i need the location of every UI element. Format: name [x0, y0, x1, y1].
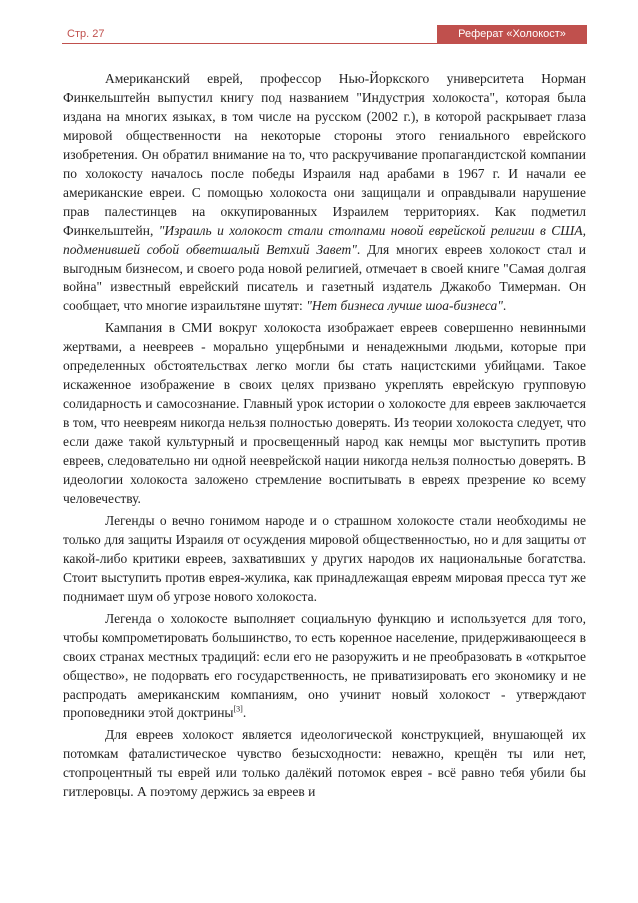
document-title-label: Реферат «Холокост» [437, 25, 587, 43]
paragraph-1 [63, 70, 586, 316]
paragraph-2: Кампания в СМИ вокруг холокоста изображает евреев совершенно невинными жертвами, а неевреев - морально ущербными и ненадежными людьми, которые при определенных обстоятельствах легко могли бы стать нацистскими убийцами. Такое искаженное изображение в своих целях призвано укреплять еврейскую групповую солидарность и самосознание. Главный урок истории о холокосте для евреев заключается в том, что неевреям никогда нельзя полностью доверять. Из теории холокоста следует, что если даже такой культурный и просвещенный народ как немцы мог выступить против евреев, следовательно ни одной нееврейской нации никогда нельзя полностью доверять. В идеологии холокоста заложено стремление воспитывать в евреях презрение ко всему человечеству. [63, 320, 586, 506]
header-divider [62, 43, 587, 44]
body-text [63, 70, 586, 805]
paragraph-5: Для евреев холокост является идеологической конструкцией, внушающей их потомкам фаталистическое чувство безысходности: неважно, крещён ты или нет, стопроцентный ты еврей или только далёкий потомок еврея - всё равно тебя убили бы гитлеровцы. А поэтому держись за евреев и [63, 727, 586, 800]
paragraph-1-text-cont: . Для многих евреев холокост стал и выгодным бизнесом, и своего рода новой религией, отмечает в своей книге "Самая долгая война" известный еврейский писатель и газетный издатель Джакобо Тимерман. Он сообщает, что многие израильтяне шутят: [63, 241, 587, 314]
paragraph-1-end: . [502, 298, 507, 314]
footnote-reference[interactable]: [3] [233, 704, 243, 714]
quote-shoa-business: "Нет бизнеса лучше шоа-бизнеса" [306, 298, 503, 314]
paragraph-4 [63, 610, 586, 724]
paragraph-3: Легенды о вечно гонимом народе и о страшном холокосте стали необходимы не только для защиты Израиля от осуждения мировой общественностью, но и для защиты от какой-либо критики евреев, захвативших у других народов их национальные богатства. Стоит выступить против еврея-жулика, как принадлежащая евреям мировая пресса тут же поднимает шум об угрозе нового холокоста. [63, 512, 586, 604]
paragraph-4-end: . [242, 705, 247, 721]
quote-finkelstein: "Израиль и холокост стали столпами новой еврейской религии в США, подменившей собой обветшалый Ветхий Завет" [63, 222, 586, 257]
paragraph-4-text: Легенда о холокосте выполняет социальную функцию и используется для того, чтобы компрометировать большинство, то есть коренное население, придерживающееся в своих странах местных традиций: если его не разоружить и не преобразовать в «открытое общество», не подорвать его государственность, не приватизировать его экономику и не распродать американским компаниям, оно учинит новый холокост - утверждают проповедники этой доктрины [63, 610, 586, 721]
page-header [62, 25, 587, 43]
page-number: Стр. 27 [67, 28, 105, 40]
paragraph-1-text: Американский еврей, профессор Нью-Йоркского университета Норман Финкельштейн выпустил книгу под названием "Индустрия холокоста", которая была издана на многих языках, в том числе на русском (2002 г.), в которой раскрывает глаза мировой общественности на некоторые стороны этого гениального еврейского изобретения. Он обратил внимание на то, что раскручивание пропагандистской компании по холокосту началось после победы Израиля над арабами в 1967 г. И начали ее американские евреи. С помощью холокоста они защищали и оправдывали нарушение прав палестинцев на оккупированных Израилем территориях. Как подметил Финкельштейн, [63, 71, 586, 238]
